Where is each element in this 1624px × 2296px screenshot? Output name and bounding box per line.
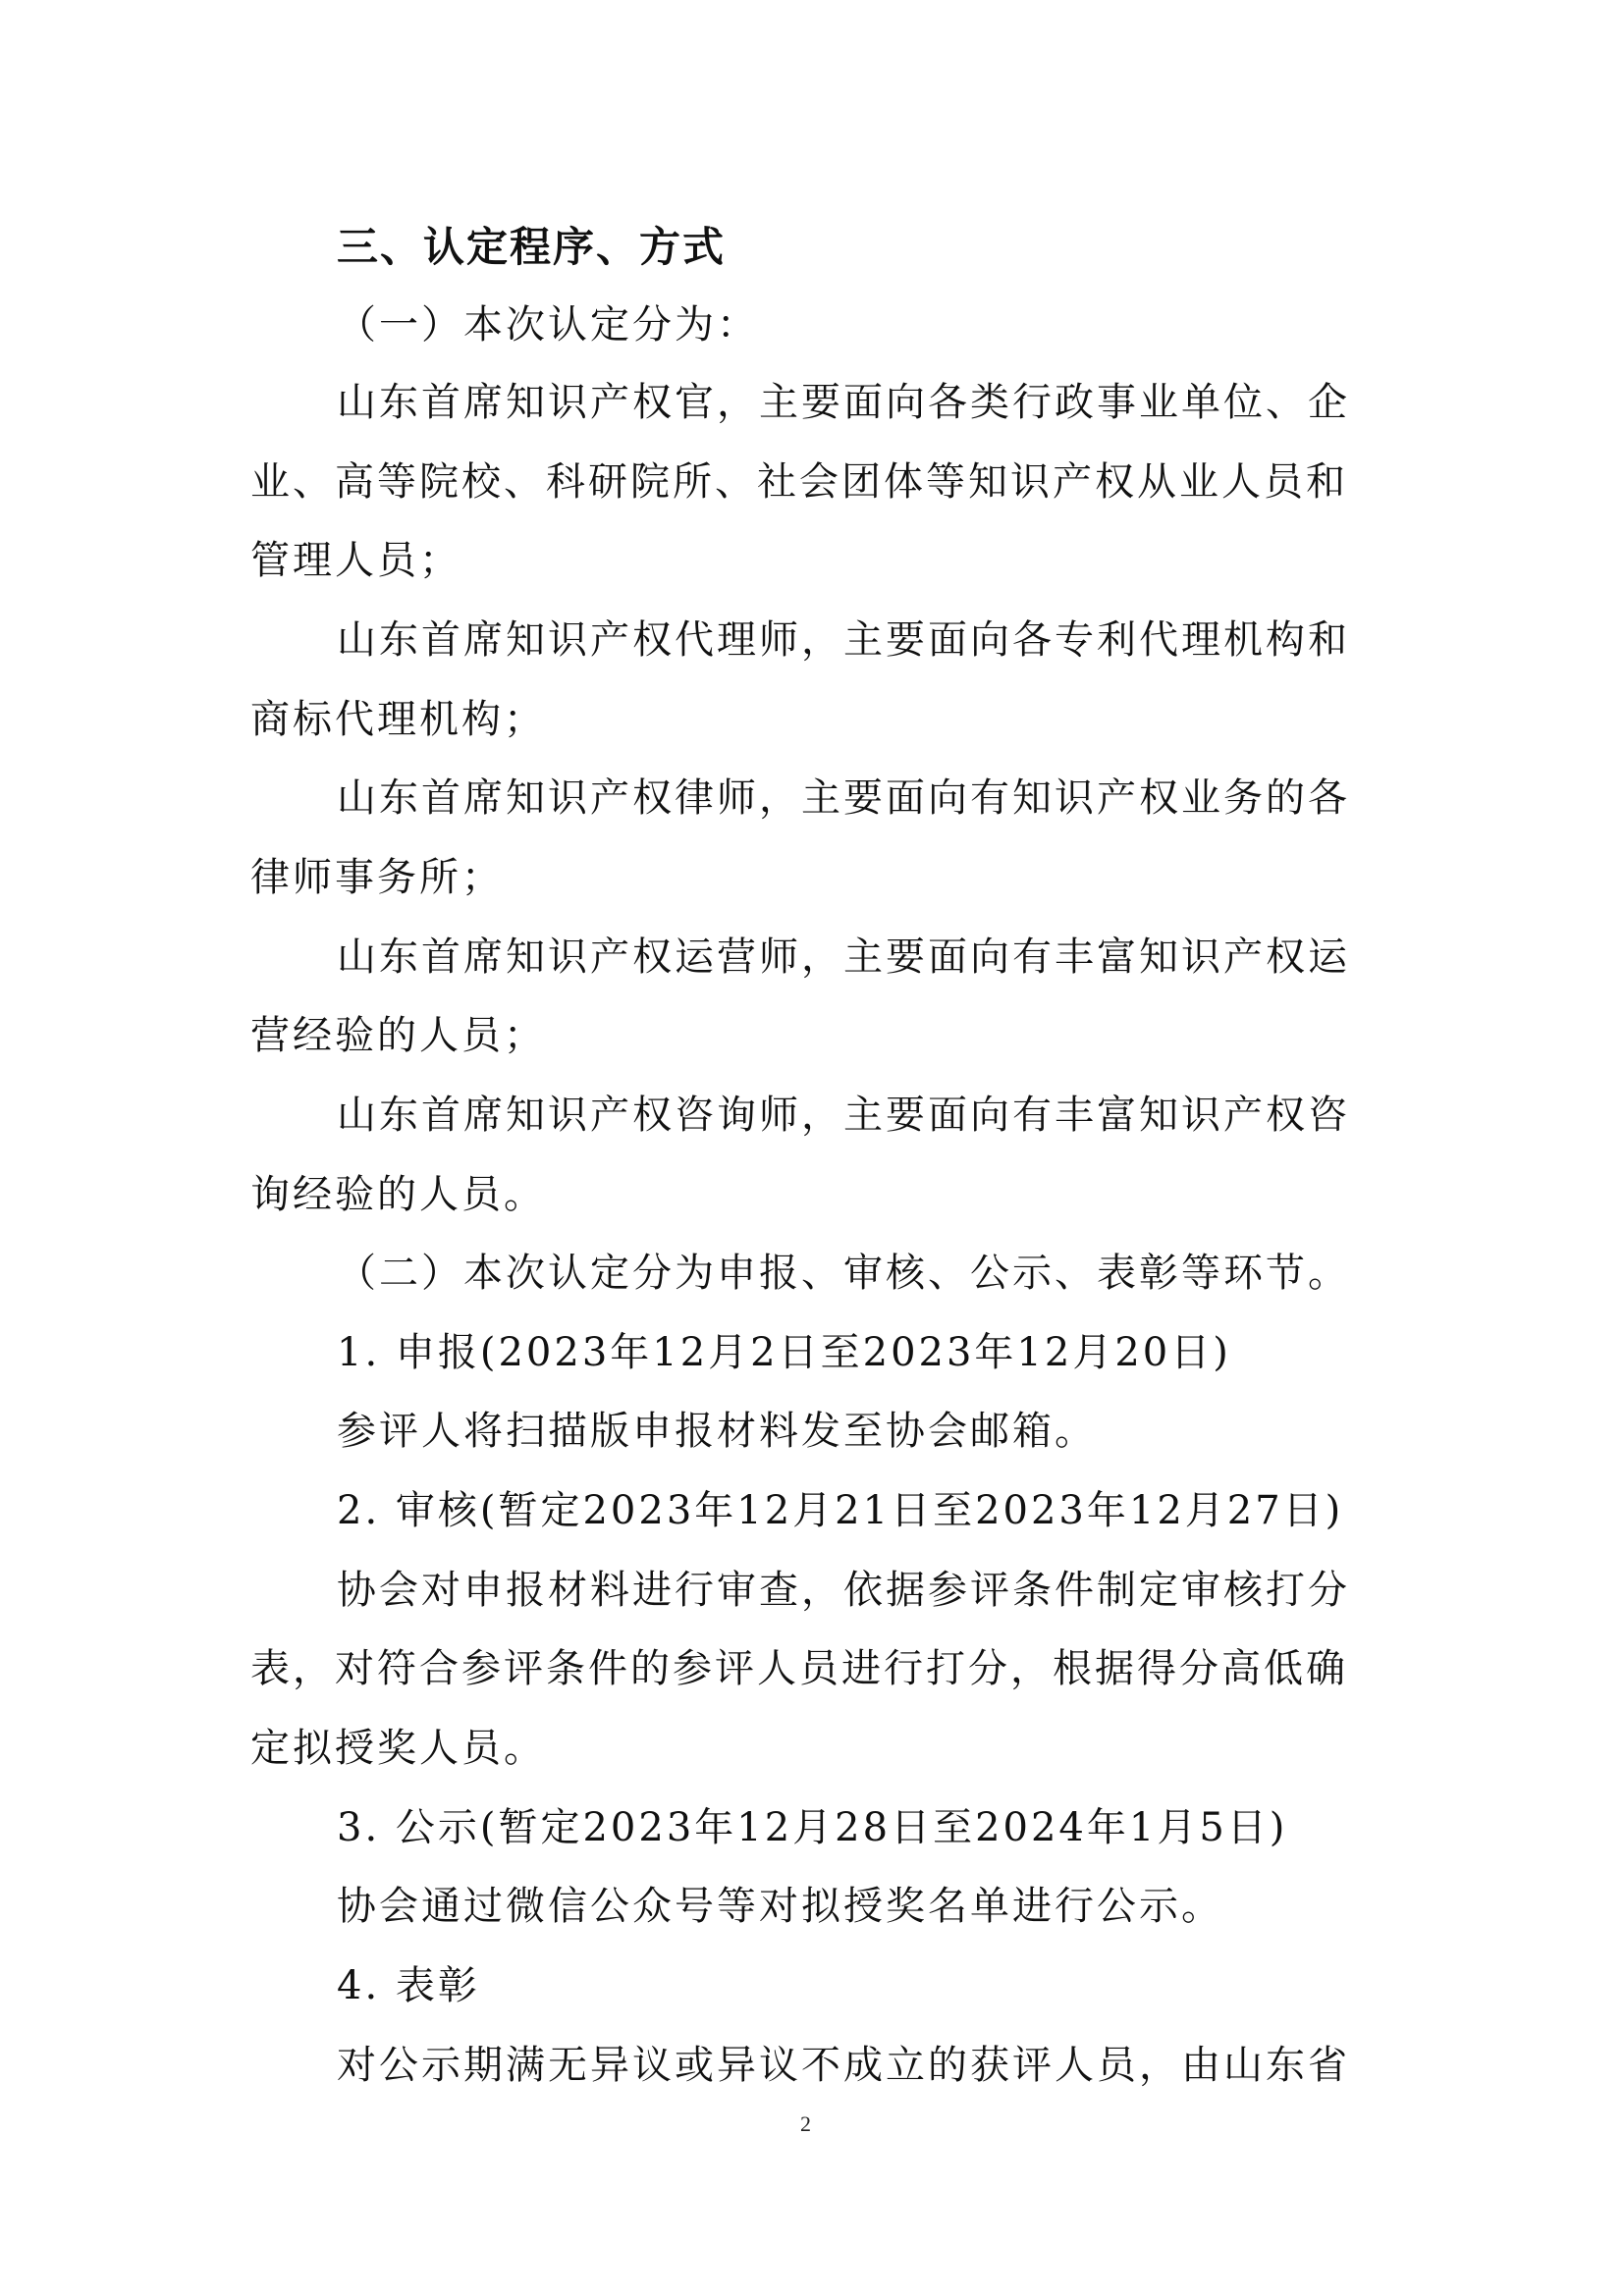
paragraph-line: 业、高等院校、科研院所、社会团体等知识产权从业人员和 (250, 459, 1348, 505)
page-number: 2 (800, 2111, 811, 2136)
paragraph-line: 山东首席知识产权代理师，主要面向各专利代理机构和 (337, 617, 1350, 663)
paragraph-line: 山东首席知识产权运营师，主要面向有丰富知识产权运 (337, 934, 1350, 980)
part1-title: （一）本次认定分为： (337, 302, 759, 347)
paragraph-line: 对公示期满无异议或异议不成立的获评人员，由山东省 (337, 2043, 1350, 2088)
paragraph-line: 山东首席知识产权咨询师，主要面向有丰富知识产权咨 (337, 1093, 1350, 1138)
step-title: 2. 审核(暂定2023年12月21日至2023年12月27日) (337, 1488, 1344, 1533)
step-title: 1. 申报(2023年12月2日至2023年12月20日) (337, 1330, 1231, 1375)
part2-title: （二）本次认定分为申报、审核、公示、表彰等环节。 (337, 1251, 1350, 1296)
paragraph-line: 协会对申报材料进行审查，依据参评条件制定审核打分 (337, 1568, 1350, 1613)
paragraph-line: 协会通过微信公众号等对拟授奖名单进行公示。 (337, 1884, 1223, 1929)
section-heading: 三、认定程序、方式 (337, 223, 727, 271)
step-title: 3. 公示(暂定2023年12月28日至2024年1月5日) (337, 1805, 1288, 1850)
paragraph-line: 律师事务所； (250, 855, 504, 900)
paragraph-line: 定拟授奖人员。 (250, 1726, 546, 1771)
paragraph-line: 营经验的人员； (250, 1013, 546, 1058)
paragraph-line: 管理人员； (250, 538, 461, 583)
paragraph-line: 山东首席知识产权官，主要面向各类行政事业单位、企 (337, 380, 1350, 425)
paragraph-line: 询经验的人员。 (250, 1172, 546, 1217)
step-title: 4. 表彰 (337, 1963, 480, 2008)
paragraph-line: 商标代理机构； (250, 697, 546, 742)
paragraph-line: 山东首席知识产权律师，主要面向有知识产权业务的各 (337, 775, 1350, 821)
paragraph-line: 参评人将扫描版申报材料发至协会邮箱。 (337, 1409, 1097, 1454)
paragraph-line: 表，对符合参评条件的参评人员进行打分，根据得分高低确 (250, 1646, 1348, 1691)
